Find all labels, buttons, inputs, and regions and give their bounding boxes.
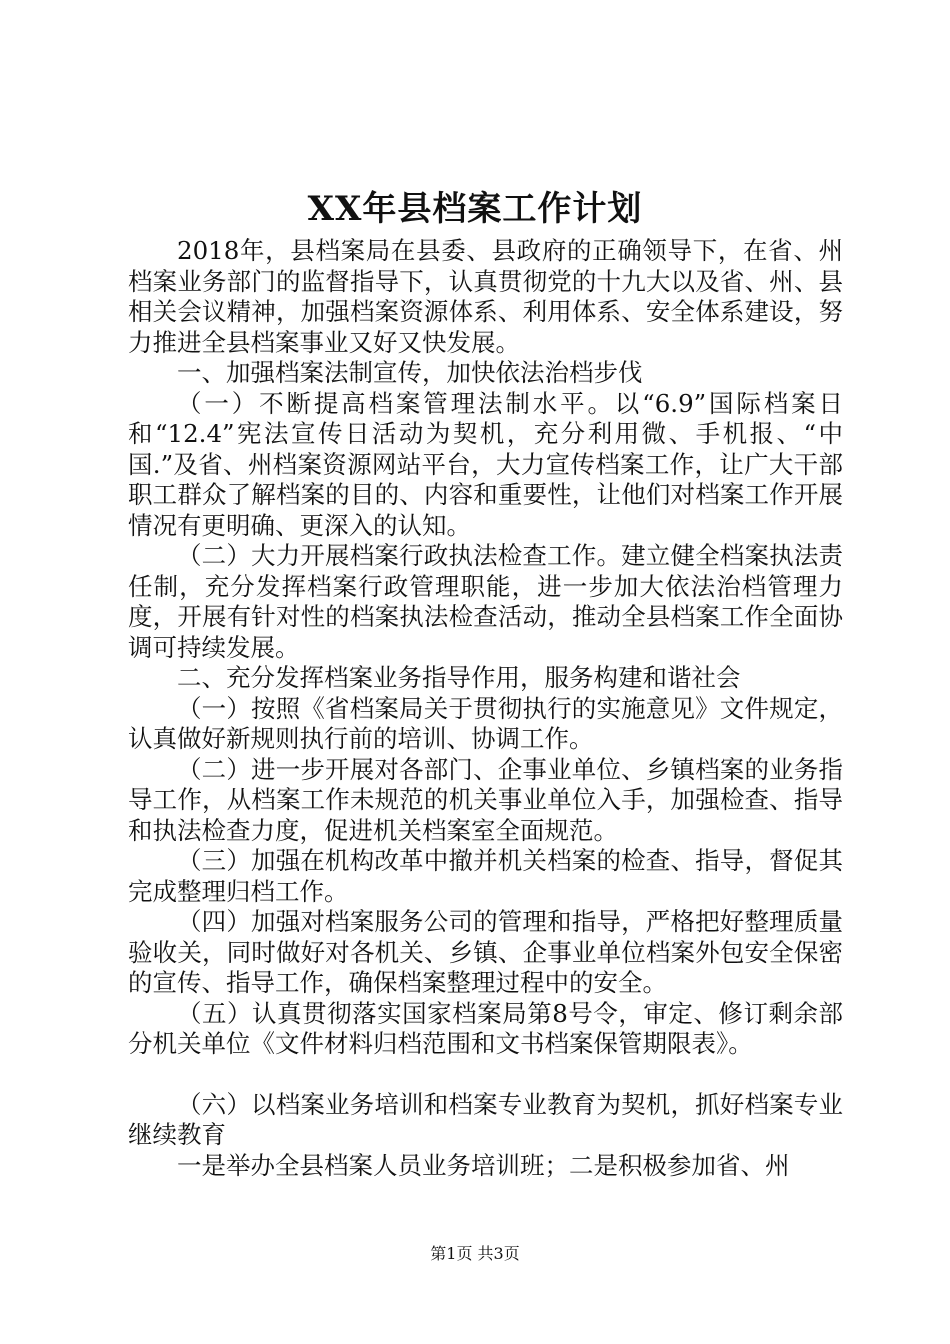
- paragraph: （三）加强在机构改革中撤并机关档案的检查、指导，督促其完成整理归档工作。: [128, 846, 843, 906]
- section-heading: 二、充分发挥档案业务指导作用，服务构建和谐社会: [177, 663, 741, 692]
- document-title: XX年县档案工作计划: [307, 189, 643, 229]
- paragraph: （一）不断提高档案管理法制水平。以“6.9”国际档案日和“12.4”宪法宣传日活动为契机，充分利用微、手机报、“中国.”及省、州档案资源网站平台，大力宣传档案工作，让广大干部职工群众了解档案的目的、内容和重要性，让他们对档案工作开展情况有更明确、更深入的认知。: [128, 388, 843, 540]
- paragraph: （四）加强对档案服务公司的管理和指导，严格把好整理质量验收关，同时做好对各机关、乡镇、企事业单位档案外包安全保密的宣传、指导工作，确保档案整理过程中的安全。: [128, 907, 843, 997]
- paragraph: 2018年，县档案局在县委、县政府的正确领导下，在省、州档案业务部门的监督指导下，认真贯彻党的十九大以及省、州、县相关会议精神，加强档案资源体系、利用体系、安全体系建设，努力推进全县档案事业又好又快发展。: [128, 236, 843, 357]
- paragraph: 一是举办全县档案人员业务培训班；二是积极参加省、州: [177, 1150, 790, 1180]
- paragraph: （一）按照《省档案局关于贯彻执行的实施意见》文件规定，认真做好新规则执行前的培训、协调工作。: [128, 693, 843, 753]
- paragraph: （二）进一步开展对各部门、企事业单位、乡镇档案的业务指导工作，从档案工作未规范的机关事业单位入手，加强检查、指导和执法检查力度，促进机关档案室全面规范。: [128, 754, 843, 845]
- paragraph: （五）认真贯彻落实国家档案局第8号令，审定、修订剩余部分机关单位《文件材料归档范围和文书档案保管期限表》。: [128, 998, 843, 1058]
- paragraph: （二）大力开展档案行政执法检查工作。建立健全档案执法责任制，充分发挥档案行政管理职能，进一步加大依法治档管理力度，开展有针对性的档案执法检查活动，推动全县档案工作全面协调可持续发展。: [128, 541, 843, 662]
- paragraph: （六）以档案业务培训和档案专业教育为契机，抓好档案专业继续教育: [128, 1089, 843, 1149]
- page-footer: 第1页 共3页: [430, 1244, 520, 1263]
- document-body: [128, 236, 843, 1181]
- section-heading: 一、加强档案法制宣传，加快依法治档步伐: [177, 358, 643, 387]
